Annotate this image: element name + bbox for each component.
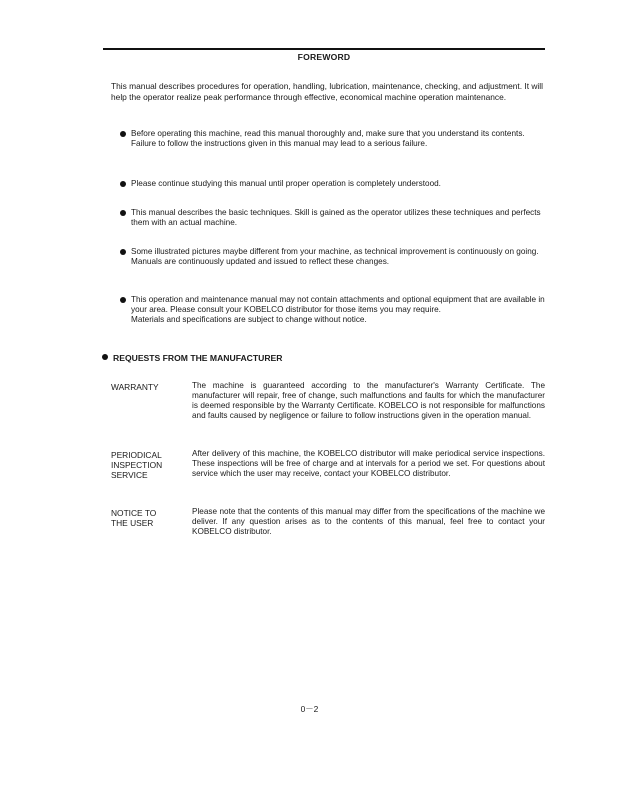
bullet-item (120, 208, 548, 228)
bullet-item (120, 247, 548, 267)
bullet-text: This operation and maintenance manual may not contain attachments and optional equipment that are available in your area. Please consult your KOBELCO distributor for those items you may require. Materials and specifications are subject to change without notice. (131, 295, 545, 324)
bullet-item (120, 179, 548, 189)
intro-paragraph: This manual describes procedures for operation, handling, lubrication, maintenance, checking, and adjustment. It will help the operator realize peak performance through effective, economical machine operation maintenance. (111, 81, 544, 102)
bullet-item (120, 129, 548, 149)
periodical-inspection-text: After delivery of this machine, the KOBELCO distributor will make periodical service inspections. These inspections will be free of charge and at intervals for a period we set. For questions about service which the user may receive, contact your KOBELCO distributor. (192, 449, 545, 478)
notice-to-user-text: Please note that the contents of this manual may differ from the specifications of the machine we deliver. If any question arises as to the contents of this manual, feel free to contact your KOBELCO distributor. (192, 507, 545, 536)
bullet-text: Some illustrated pictures maybe different from your machine, as technical improvement is continuously on going. Manuals are continuously updated and issued to reflect these changes. (131, 247, 539, 266)
header-rule (103, 48, 545, 50)
bullet-text: This manual describes the basic techniques. Skill is gained as the operator utilizes these techniques and perfects them with an actual machine. (131, 208, 541, 227)
bullet-dot-icon (120, 297, 126, 303)
bullet-text: Before operating this machine, read this manual thoroughly and, make sure that you understand its contents. Failure to follow the instructions given in this manual may lead to a serious failure. (131, 129, 525, 148)
section-heading (102, 353, 283, 363)
bullet-text: Please continue studying this manual until proper operation is completely understood. (131, 179, 441, 188)
periodical-inspection-label: PERIODICAL INSPECTION SERVICE (111, 450, 163, 480)
section-heading-text: REQUESTS FROM THE MANUFACTURER (113, 353, 283, 363)
bullet-item (120, 295, 548, 325)
warranty-text: The machine is guaranteed according to the manufacturer's Warranty Certificate. The manufacturer will repair, free of change, such malfunctions and faults for which the manufacturer is deemed responsible by the Warranty Certificate. KOBELCO is not responsible for malfunctions and faults caused by negligence or failure to follow instructions given in the operation manual. (192, 381, 545, 420)
bullet-dot-icon (120, 249, 126, 255)
page-title: FOREWORD (297, 52, 351, 62)
bullet-dot-icon (120, 131, 126, 137)
bullet-dot-icon (102, 354, 108, 360)
page-number: 0－2 (300, 704, 319, 714)
bullet-dot-icon (120, 210, 126, 216)
notice-to-user-label: NOTICE TO THE USER (111, 508, 157, 528)
warranty-label: WARRANTY (111, 382, 159, 392)
bullet-dot-icon (120, 181, 126, 187)
